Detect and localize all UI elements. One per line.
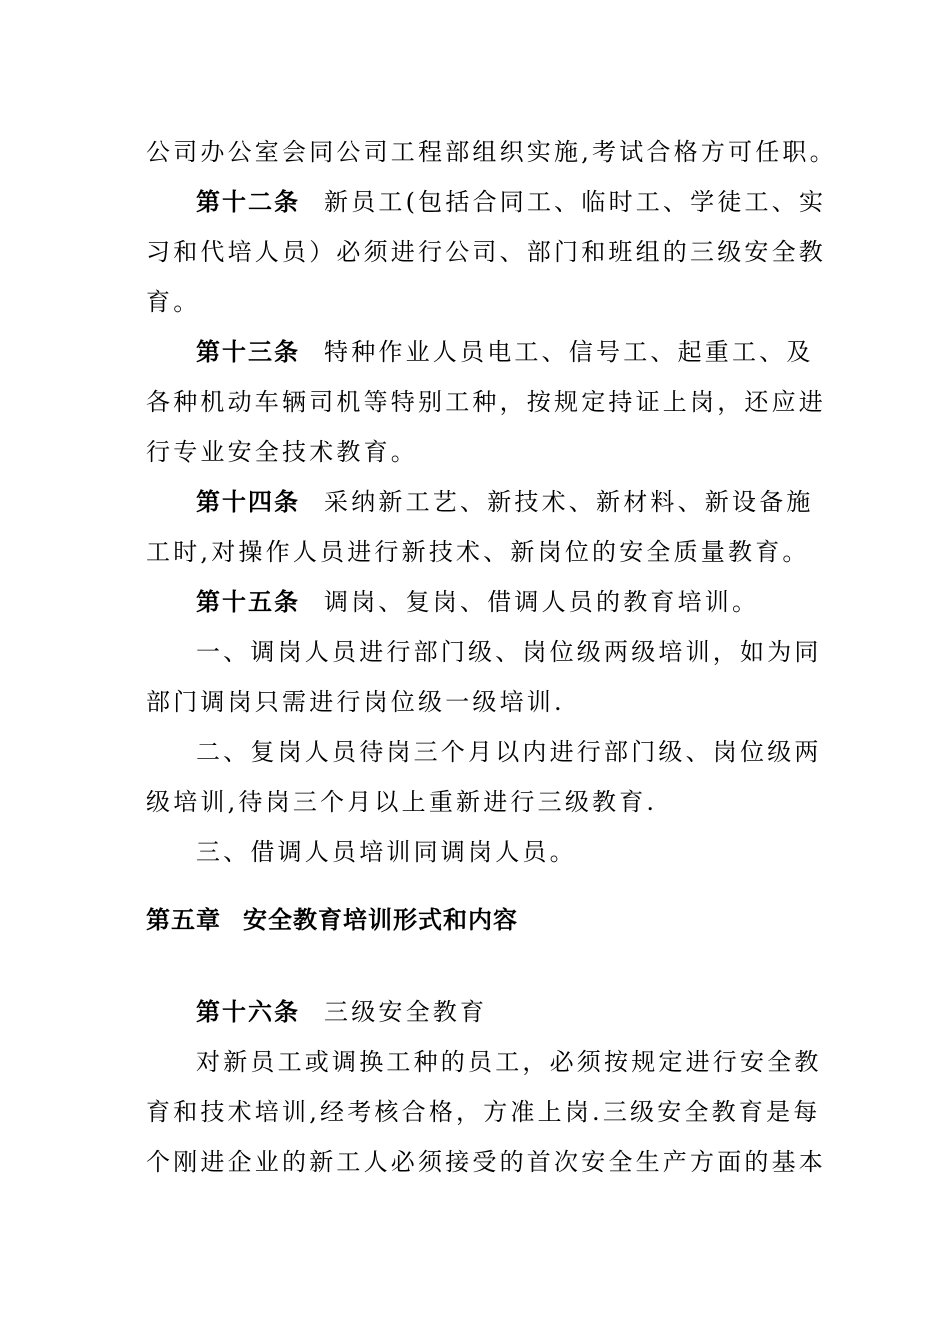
article-text: 三级安全教育 [324, 998, 488, 1026]
article-13-line [196, 336, 814, 368]
list-item-line: 部门调岗只需进行岗位级一级培训. [146, 688, 565, 716]
article-text: 调岗、复岗、借调人员的教育培训。 [324, 588, 760, 616]
paragraph-line: 各种机动车辆司机等特别工种，按规定持证上岗，还应进 [146, 388, 826, 416]
paragraph-line: 对新员工或调换工种的员工，必须按规定进行安全教 [196, 1048, 822, 1076]
article-number: 第十五条 [196, 587, 300, 616]
article-number: 第十四条 [196, 487, 300, 516]
chapter-heading [146, 904, 518, 936]
article-number: 第十二条 [196, 187, 300, 216]
list-item-line: 二、复岗人员待岗三个月以内进行部门级、岗位级两 [196, 738, 822, 766]
paragraph-line: 育。 [146, 288, 201, 316]
article-14-line [196, 486, 814, 518]
article-number: 第十六条 [196, 997, 300, 1026]
chapter-number: 第五章 [146, 905, 221, 934]
article-text: 特种作业人员电工、信号工、起重工、及 [324, 338, 814, 366]
chapter-title: 安全教育培训形式和内容 [243, 905, 518, 934]
list-item-line: 三、借调人员培训同调岗人员。 [196, 838, 577, 866]
paragraph-line: 行专业安全技术教育。 [146, 438, 418, 466]
article-text: 新员工(包括合同工、临时工、学徒工、实 [324, 188, 827, 216]
article-12-line [196, 186, 827, 218]
paragraph-line: 公司办公室会同公司工程部组织实施,考试合格方可任职。 [146, 138, 837, 166]
paragraph-line: 个刚进企业的新工人必须接受的首次安全生产方面的基本 [146, 1148, 826, 1176]
article-15-line [196, 586, 806, 618]
list-item-line: 一、调岗人员进行部门级、岗位级两级培训，如为同 [196, 638, 822, 666]
paragraph-line: 习和代培人员）必须进行公司、部门和班组的三级安全教 [146, 238, 826, 266]
article-16-line [196, 996, 806, 1028]
article-number: 第十三条 [196, 337, 300, 366]
list-item-line: 级培训,待岗三个月以上重新进行三级教育. [146, 788, 658, 816]
paragraph-line: 育和技术培训,经考核合格，方准上岗.三级安全教育是每 [146, 1098, 821, 1126]
paragraph-line: 工时,对操作人员进行新技术、新岗位的安全质量教育。 [146, 538, 810, 566]
article-text: 采纳新工艺、新技术、新材料、新设备施 [324, 488, 814, 516]
